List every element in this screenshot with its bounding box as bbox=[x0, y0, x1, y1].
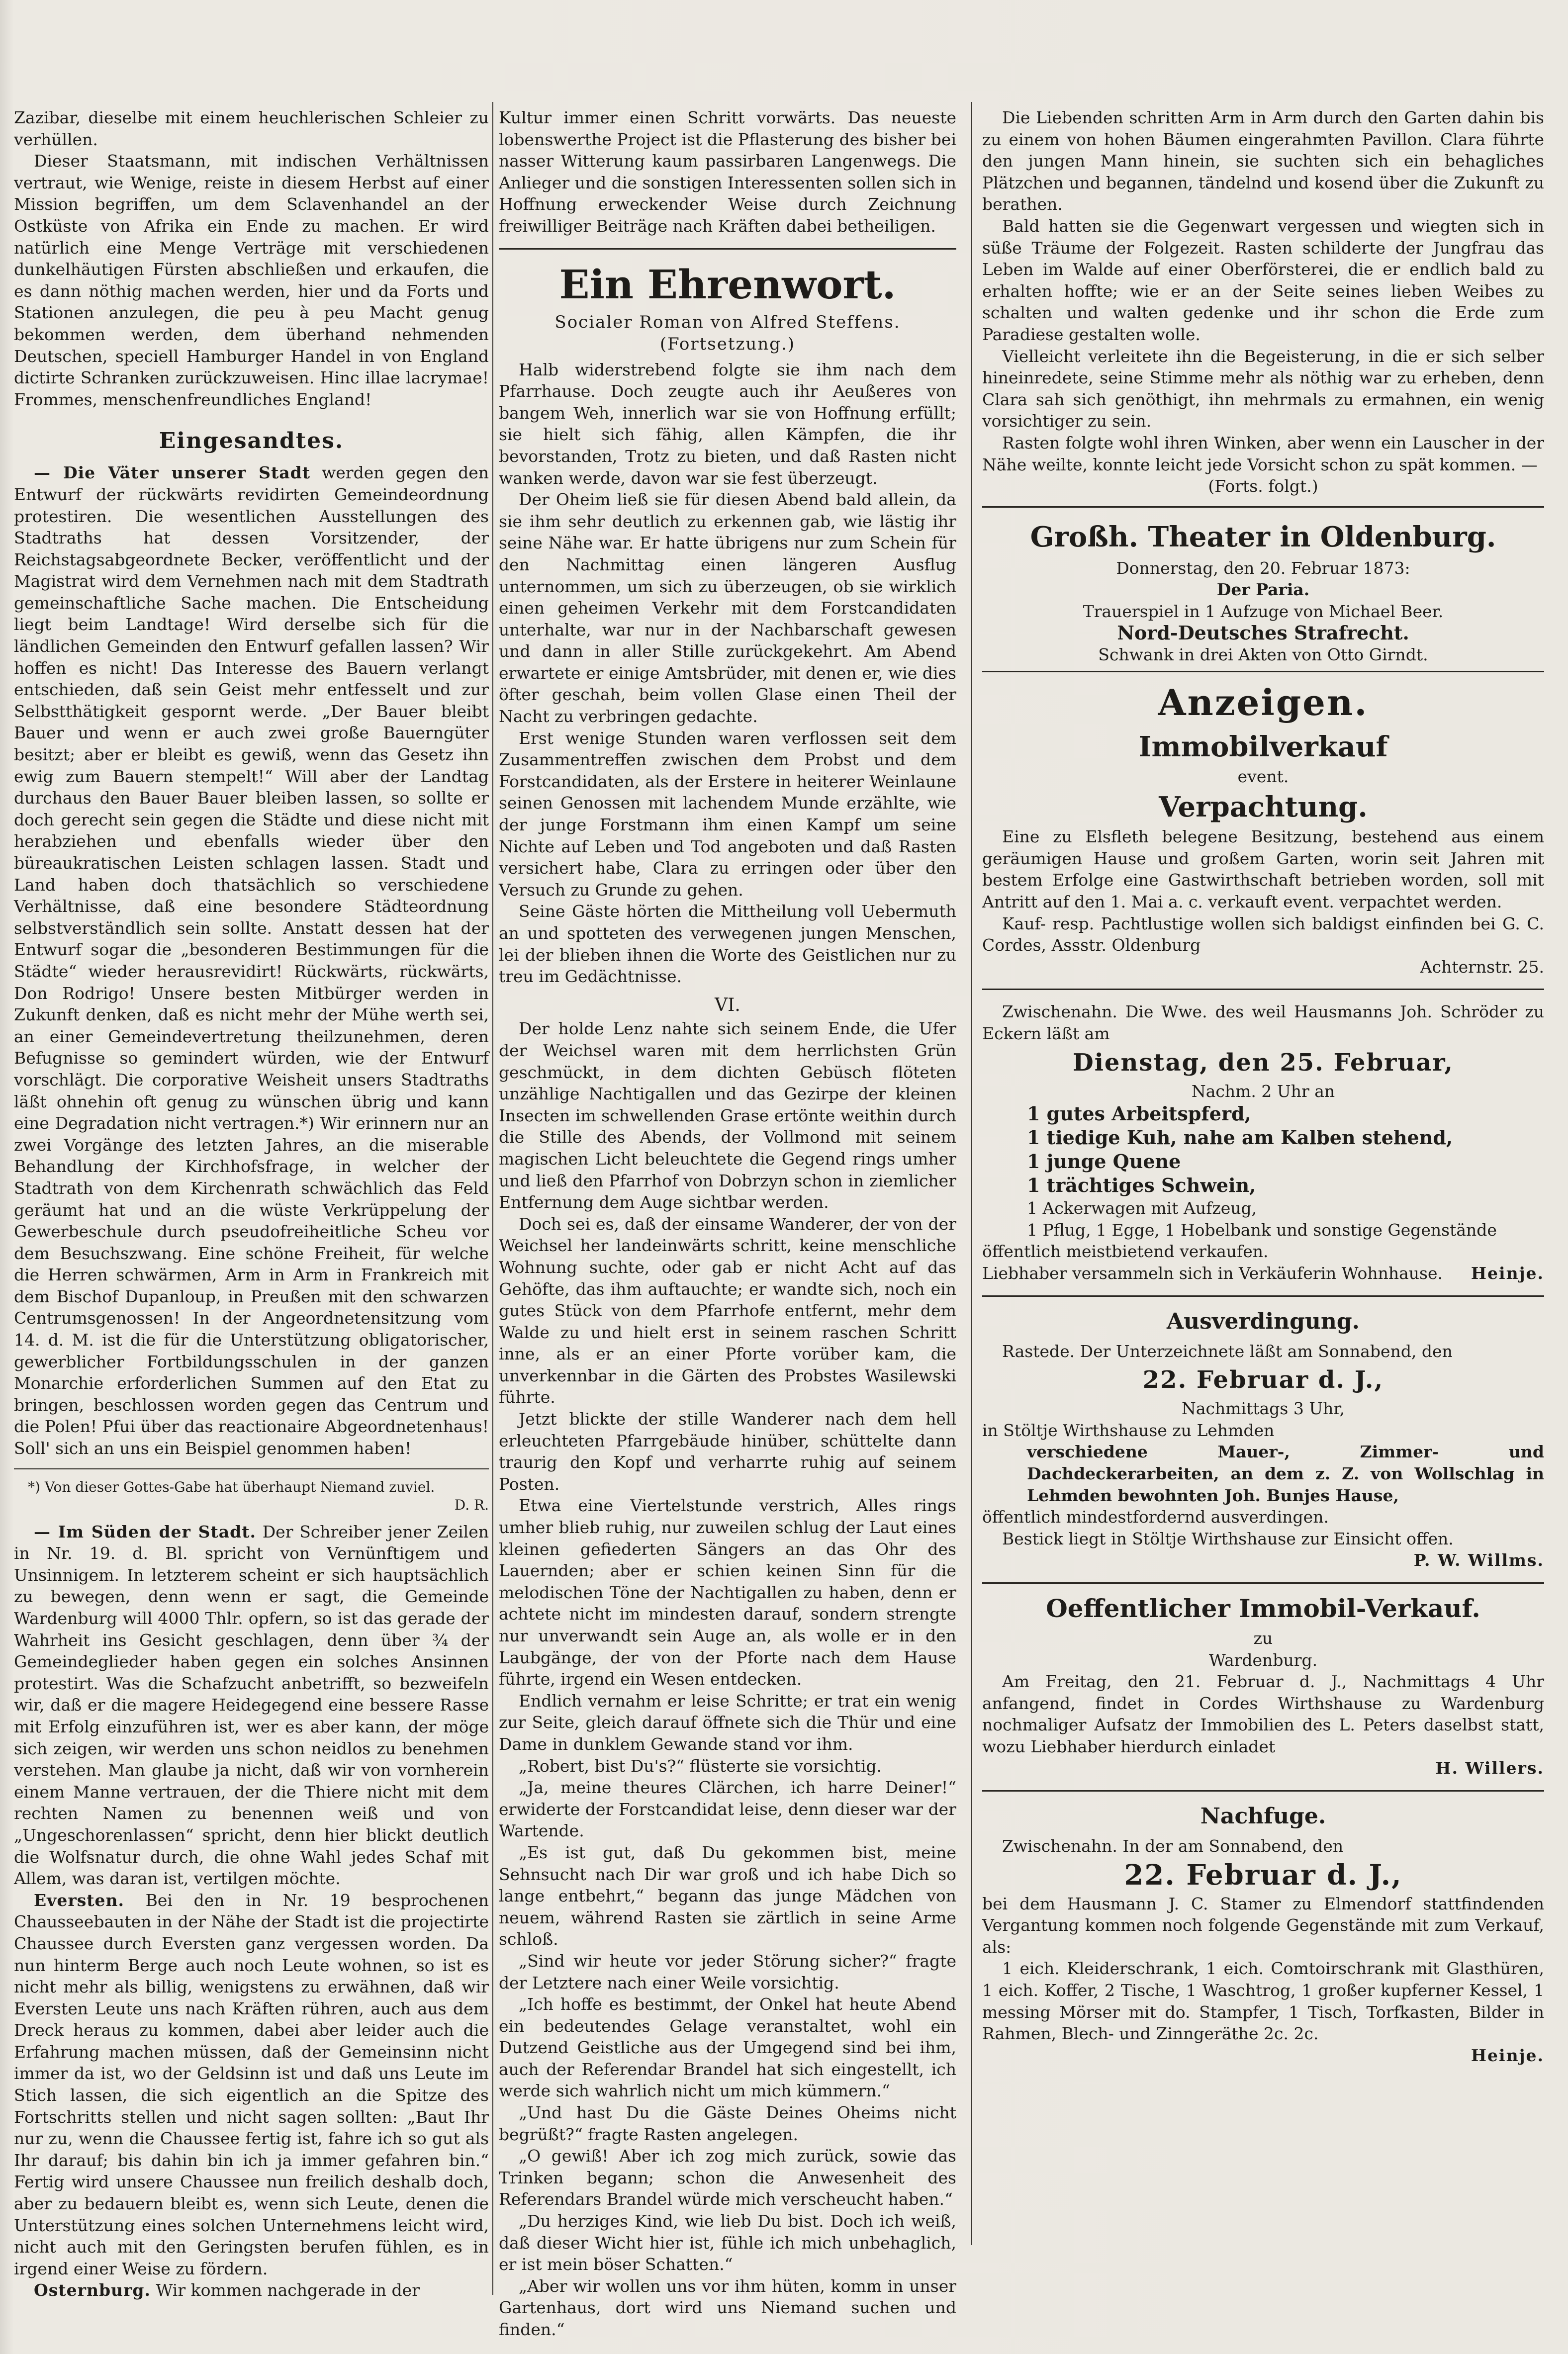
article-text: Der Schreiber jener Zeilen in Nr. 19. d. Bl. spricht von Vernünftigem und Unsinnigem. In letzterem scheint er sich hauptsächlich zu bewegen, denn wenn er sagt, die Gemeinde Wardenburg will 4000 Thlr. opfern, so ist das gerade der Wahrheit ins Gesicht geschlagen, denn über ¾ der Gemeindeglieder haben gegen ein solches Ansinnen protestirt. Was die Schafzucht anbetrifft, so bezweifeln wir, daß er die magere Heidegegend eine bessere Rasse mit Erfolg einzuführen ist, wer es aber kann, der möge sich zeigen, wir werden uns schon neidlos zu benehmen verstehen. Man glaube ja nicht, daß wir von vornherein einem Manne vertrauen, der die Thiere nicht mit dem rechten Namen zu benennen weiß und von „Ungeschorenlassen“ spricht, denn hier blickt deutlich die Wolfsnatur durch, die ohne Wahl jedes Schaf mit Allem, was daran ist, vertilgen möchte. bbox=[14, 1522, 489, 1889]
article-paragraph: Zazibar, dieselbe mit einem heuchlerischen Schleier zu verhüllen. bbox=[14, 108, 489, 149]
ad-intro: Rastede. Der Unterzeichnete läßt am Sonnabend, den bbox=[1002, 1341, 1453, 1361]
ad-text: Eine zu Elsfleth belegene Besitzung, bestehend aus einem geräumigen Hause und großem Garten, worin seit Jahren mit bestem Erfolge eine Gastwirthschaft betrieben worden, soll mit Antritt auf den 1. Mai a. c. verkauft event. verpachtet werden. bbox=[982, 827, 1544, 912]
novel-paragraph: Rasten folgte wohl ihren Winken, aber wenn ein Lauscher in der Nähe weilte, konnte leicht jede Vorsicht schon zu spät kommen. — bbox=[982, 433, 1544, 474]
novel-paragraph: Jetzt blickte der stille Wanderer nach dem hell erleuchteten Pfarrgebäude hinüber, schüttelte dann traurig den Kopf und verharrte ruhig auf seinem Posten. bbox=[499, 1409, 956, 1494]
ad-item: 1 gutes Arbeitspferd, bbox=[1027, 1102, 1251, 1125]
ad-item: 1 trächtiges Schwein, bbox=[1027, 1174, 1256, 1197]
section-divider bbox=[499, 248, 956, 250]
novel-paragraph: Seine Gäste hörten die Mittheilung voll Uebermuth an und spotteten des verwegenen jungen Menschen, lei der blieben ihnen die Worte des Geistlichen nur zu treu im Gedächtnisse. bbox=[499, 902, 956, 987]
ad-signature: Heinje. bbox=[1471, 1263, 1544, 1283]
ad-signature: P. W. Willms. bbox=[1413, 1550, 1544, 1570]
theater-play: Nord-Deutsches Strafrecht. bbox=[1117, 622, 1409, 644]
column-left bbox=[14, 107, 489, 2301]
footnote-sign: D. R. bbox=[454, 1496, 489, 1513]
ad-zu: zu bbox=[1253, 1628, 1273, 1648]
novel-paragraph: Der Oheim ließ sie für diesen Abend bald allein, da sie ihm sehr deutlich zu erkennen gab, wie lästig ihr seine Nähe war. Er hatte übrigens nur zum Schein für den Nachmittag einen längeren Ausflug unternommen, um sich zu überzeugen, ob sie wirklich einen geheimen Verkehr mit dem Forstcandidaten unterhalte, war nur in der Nachbarschaft gewesen und dann in aller Stille zurückgekehrt. Am Abend erwartete er einige Amtsbrüder, mit denen er, wie dies öfter geschah, beim vollen Glase einen Theil der Nacht zu verbringen gedachte. bbox=[499, 490, 956, 726]
article-lead: — Die Väter unserer Stadt bbox=[34, 463, 310, 483]
ad-date: Dienstag, den 25. Februar, bbox=[1073, 1048, 1454, 1077]
footnote-divider bbox=[14, 1468, 489, 1469]
ad-address: Achternstr. 25. bbox=[1420, 957, 1544, 977]
ad-text: Am Freitag, den 21. Februar d. J., Nachmittags 4 Uhr anfangend, findet in Cordes Wirthshause zu Wardenburg nochmaliger Aufsatz der Immobilien des L. Peters daselbst statt, wozu Liebhaber hierdurch einladet bbox=[982, 1672, 1544, 1756]
theater-play: Der Paria. bbox=[1216, 580, 1310, 600]
ad-date: 22. Februar d. J., bbox=[1124, 1858, 1402, 1892]
column-right bbox=[982, 107, 1544, 2066]
ad-title: Verpachtung. bbox=[1159, 791, 1368, 824]
chapter-number: VI. bbox=[715, 995, 740, 1015]
ad-divider bbox=[982, 1582, 1544, 1584]
novel-paragraph: Etwa eine Viertelstunde verstrich, Alles rings umher blieb ruhig, nur zuweilen schlug der Laut eines kleinen gefiederten Sängers an das Ohr des Lauernden; aber er schien keinen Sinn für die melodischen Töne der Nachtigallen zu haben, denn er achtete nicht im mindesten darauf, sondern strengte nur unverwandt sein Auge an, als wolle er in den Laubgänge, der von der Pforte nach dem Hause führte, irgend ein Wesen entdecken. bbox=[499, 1496, 956, 1689]
ad-time: Nachmittags 3 Uhr, bbox=[1181, 1399, 1345, 1419]
novel-paragraph: „Ja, meine theures Clärchen, ich harre Deiner!“ erwiderte der Forstcandidat leise, denn dieser war der Wartende. bbox=[499, 1778, 956, 1841]
ad-text: Kauf- resp. Pachtlustige wollen sich baldigst einfinden bei G. C. Cordes, Assstr. Oldenburg bbox=[982, 913, 1544, 955]
ad-text: öffentlich meistbietend verkaufen. bbox=[982, 1242, 1269, 1262]
novel-paragraph: „Es ist gut, daß Du gekommen bist, meine Sehnsucht nach Dir war groß und ich habe Dich so lange entbehrt,“ begann das junge Mädchen von neuem, während Rasten sie zärtlich in seine Arme schloß. bbox=[499, 1842, 956, 1949]
column-divider bbox=[971, 102, 972, 2245]
ad-item: 1 Ackerwagen mit Aufzeug, bbox=[1027, 1198, 1257, 1218]
ad-text: öffentlich mindestfordernd ausverdingen. bbox=[982, 1507, 1329, 1527]
article-lead: Eversten. bbox=[34, 1890, 125, 1910]
ad-divider bbox=[982, 1295, 1544, 1297]
article-sueden bbox=[14, 1521, 489, 1890]
ad-place: in Stöltje Wirthshause zu Lehmden bbox=[982, 1420, 1275, 1440]
theater-play-desc: Trauerspiel in 1 Aufzuge von Michael Beer. bbox=[1083, 601, 1444, 621]
ad-auction-zwischenahn bbox=[982, 1001, 1544, 1284]
ad-divider bbox=[982, 1790, 1544, 1792]
article-vaeter bbox=[14, 462, 489, 1459]
novel-paragraph: Halb widerstrebend folgte sie ihm nach dem Pfarrhause. Doch zeugte auch ihr Aeußeres von bangem Weh, innerlich war sie von Hoffnung erfüllt; sie hielt sich fähig, allen Kämpfen, die ihr bevorstanden, Trotz zu bieten, und daß Rasten nicht wanken werde, davon war sie fest überzeugt. bbox=[499, 360, 956, 488]
theater-notice bbox=[982, 506, 1544, 672]
ad-intro: Zwischenahn. In der am Sonnabend, den bbox=[1002, 1836, 1344, 1856]
novel-paragraph: „Du herziges Kind, wie lieb Du bist. Doch ich weiß, daß dieser Wicht hier ist, fühle ich mich unbehaglich, er ist mein böser Schatten.“ bbox=[499, 2211, 956, 2274]
novel-paragraph: Vielleicht verleitete ihn die Begeisterung, in die er sich selber hineinredete, seine Stimme mehr als nöthig war zu erheben, denn Clara sah sich genöthigt, ihn mehrmals zu ermahnen, ein wenig vorsichtiger zu sein. bbox=[982, 346, 1544, 431]
ad-text: bei dem Hausmann J. C. Stamer zu Elmendorf stattfindenden Vergantung kommen noch folgende Gegenstände mit zum Verkauf, als: bbox=[982, 1894, 1544, 1957]
ad-footer bbox=[982, 1263, 1544, 1284]
ad-title: Oeffentlicher Immobil-Verkauf. bbox=[1046, 1593, 1480, 1623]
novel-continuation: (Fortsetzung.) bbox=[659, 334, 796, 354]
footnote: *) Von dieser Gottes-Gabe hat überhaupt Niemand zuviel. bbox=[28, 1478, 435, 1495]
ad-time: Nachm. 2 Uhr an bbox=[1191, 1081, 1335, 1101]
ad-text: 1 eich. Kleiderschrank, 1 eich. Comtoirschrank mit Glasthüren, 1 eich. Koffer, 2 Tische, 1 Waschtrog, 1 großer kupferner Kessel, 1 messing Mörser mit do. Stampfer, 1 Tisch, Torfkasten, Bilder in Rahmen, Blech- und Zinngeräthe 2c. 2c. bbox=[982, 1959, 1544, 2044]
ad-signature: Heinje. bbox=[1471, 2045, 1544, 2065]
ad-title: Nachfuge. bbox=[1200, 1804, 1326, 1829]
article-lead: Osternburg. bbox=[34, 2280, 151, 2300]
article-text: Wir kommen nachgerade in der bbox=[156, 2280, 420, 2300]
ad-place: Wardenburg. bbox=[1208, 1650, 1318, 1670]
ad-work: verschiedene Mauer-, Zimmer- und Dachdeckerarbeiten, an dem z. Z. von Wollschlag in Lehmden bewohnten Joh. Bunjes Hause, bbox=[1027, 1442, 1544, 1505]
novel-paragraph: „Ich hoffe es bestimmt, der Onkel hat heute Abend ein bedeutendes Gelage veranstaltet, wohl ein Dutzend Geistliche aus der Umgegend sind bei ihm, auch der Referendar Brandel hat sich eingestellt, ich werde sich wahrlich nicht um mich kümmern.“ bbox=[499, 1994, 956, 2101]
theater-title: Großh. Theater in Oldenburg. bbox=[1030, 520, 1496, 553]
ads-heading: Anzeigen. bbox=[1158, 681, 1369, 724]
ad-nachfuge bbox=[982, 1803, 1544, 2066]
ad-immobilverkauf bbox=[982, 730, 1544, 978]
novel-paragraph: „Sind wir heute vor jeder Störung sicher?“ fragte der Letztere nach einer Weile vorsichtig. bbox=[499, 1951, 956, 1992]
ad-item: 1 junge Quene bbox=[1027, 1150, 1181, 1173]
ad-divider bbox=[982, 989, 1544, 990]
article-text: Bei den in Nr. 19 besprochenen Chausseebauten in der Nähe der Stadt ist die projectirte Chaussee durch Eversten ganz vergessen worden. Da nun hinterm Berge auch noch Leute wohnen, so ist es nicht mehr als billig, wenigstens zu erwähnen, daß wir Eversten Leute uns nach Kräften rühren, auch aus dem Dreck heraus zu kommen, dabei aber leider auch die Erfahrung machen müssen, daß der Gemeinsinn nicht immer da ist, wo der Geldsinn ist und daß uns Leute im Stich lassen, die sich eigentlich an die Spitze des Fortschritts stellen und nicht sagen sollten: „Baut Ihr nur zu, wenn die Chaussee fertig ist, fahre ich so gut als Ihr darauf; bis dahin bin ich ja immer gefahren bin.“ Fertig wird unsere Chaussee nun freilich deshalb doch, aber zu bedauern bleibt es, wenn sich Leute, denen die Unterstützung eines solchen Unternehmens leicht wird, nicht auch mit den Geringsten berufen fühlen, es in irgend einer Weise zu fördern. bbox=[14, 1890, 489, 2278]
column-divider bbox=[492, 102, 493, 2295]
ad-title: Immobilverkauf bbox=[1138, 730, 1388, 763]
novel-paragraph: Der holde Lenz nahte sich seinem Ende, die Ufer der Weichsel waren mit dem herrlichsten Grün geschmückt, in dem dichten Gebüsch flöteten unzählige Nachtigallen und das Gezirpe der kleinen Insecten im schwellenden Grase ertönte weithin durch die Stille des Abends, der Vollmond mit seinem magischen Licht beleuchtete die Gegend rings umher und ließ den Pfarrhof von Dobrzyn schon in ziemlicher Entfernung dem Auge sichtbar werden. bbox=[499, 1019, 956, 1212]
article-paragraph: Dieser Staatsmann, mit indischen Verhältnissen vertraut, wie Wenige, reiste in diesem Herbst auf einer Mission begriffen, um dem Sclavenhandel an der Ostküste von Afrika ein Ende zu machen. Er wird natürlich eine Menge Verträge mit verschiedenen dunkelhäutigen Fürsten abschließen und erkaufen, die es dann nöthig machen werden, hier und da Forts und Stationen anzulegen, die peu à peu Macht genug bekommen werden, dem überhand nehmenden Deutschen, speciell Hamburger Handel in von England dictirte Schranken zurückzuweisen. Hinc illae lacrymae! Frommes, menschenfreundliches England! bbox=[14, 151, 489, 409]
novel-paragraph: Doch sei es, daß der einsame Wanderer, der von der Weichsel her landeinwärts schritt, keine menschliche Wohnung suchte, oder gab er nicht Acht auf das Gehöfte, das ihm auftauchte; er wandte sich, noch ein gutes Stück von dem Pfarrhofe entfernt, mehr dem Walde zu und hielt erst in seinem raschen Schritt inne, als er an einer Pforte vorüber kam, die unverkennbar in die Gärten des Probstes Wasilewski führte. bbox=[499, 1214, 956, 1407]
ad-ausverdingung bbox=[982, 1308, 1544, 1571]
ad-intro: Zwischenahn. Die Wwe. des weil Hausmanns Joh. Schröder zu Eckern läßt am bbox=[982, 1002, 1544, 1043]
novel-paragraph: Bald hatten sie die Gegenwart vergessen und wiegten sich in süße Träume der Folgezeit. Rasten schilderte der Jungfrau das Leben im Walde auf einer Oberförsterei, die er endlich bald zu erhalten hoffte; wie er an der Seite seines lieben Weibes zu schalten und walten gedenke und ihr schon die Erde zum Paradiese gestalten wolle. bbox=[982, 216, 1544, 344]
novel-subtitle: Socialer Roman von Alfred Steffens. bbox=[554, 312, 901, 332]
column-middle bbox=[499, 107, 956, 2341]
ad-item: 1 Pflug, 1 Egge, 1 Hobelbank und sonstige Gegenstände bbox=[1027, 1220, 1497, 1240]
article-lead: — Im Süden der Stadt. bbox=[34, 1522, 256, 1541]
article-paragraph: Kultur immer einen Schritt vorwärts. Das neueste lobenswerthe Project ist die Pflasterung des bisher bei nasser Witterung kaum passirbaren Langenwegs. Die Anlieger und die sonstigen Interessenten sollen sich in Hoffnung erweckender Weise durch Zeichnung freiwilliger Beiträge nach Kräften dabei betheiligen. bbox=[499, 108, 956, 236]
ad-oeffentlicher-verkauf bbox=[982, 1595, 1544, 1779]
article-osternburg bbox=[14, 2279, 489, 2301]
ad-item: 1 tiedige Kuh, nahe am Kalben stehend, bbox=[1027, 1126, 1453, 1149]
article-text: werden gegen den Entwurf der rückwärts revidirten Gemeindeordnung protestiren. Die wesentlichen Ausstellungen des Stadtraths hat dessen Vorsitzender, der Reichstagsabgeordnete Becker, veröffentlicht und der Magistrat wird dem Vernehmen nach mit dem Stadtrath gemeinschaftliche Sache machen. Die Entscheidung liegt beim Landtage! Wird derselbe sich für die ländlichen Gemeinden den Entwurf gefallen lassen? Wir hoffen es nicht! Das Interesse des Bauern verlangt entschieden, daß sein Geist mehr entfesselt und zur Selbstthätigkeit gespornt werde. „Der Bauer bleibt Bauer und wenn er auch zwei große Bauerngüter besitzt; aber er bleibt es gewiß, wenn das Gesetz ihn ewig zum Bauern stempelt!“ Will aber der Landtag durchaus den Bauer Bauer bleiben lassen, so sollte er doch gerecht sein gegen die Städte und diese nicht mit herabziehen und ebenfalls wieder über den büreaukratischen Leisten schlagen lassen. Stadt und Land haben doch thatsächlich so verschiedene Verhältnisse, daß eine besondere Städteordnung selbstverständlich sein sollte. Anstatt dessen hat der Entwurf sogar die „besonderen Bestimmungen für die Städte“ wieder herausrevidirt! Rückwärts, rückwärts, Don Rodrigo! Unsere besten Mitbürger werden in Zukunft denken, daß es nicht mehr der Mühe werth sei, an einer Gemeindevertretung theilzunehmen, deren Befugnisse so gemindert würden, wie der Entwurf vorschlägt. Die corporative Weisheit unsers Stadtraths läßt ohnehin oft genug zu wünschen übrig und kann eine Degradation nicht vertragen.*) Wir erinnern nur an zwei Vorgänge des letzten Jahres, an die miserable Behandlung der Kirchhofsfrage, in welcher der Stadtrath von dem Kirchenrath schwächlich das Feld geräumt hat und an die wüste Verkrüppelung der Gewerbeschule durch pseudofreiheitliche Scheu vor dem Besuchszwang. Eine schöne Freiheit, für welche die Herren schwärmen, Arm in Arm in Frankreich mit dem Bischof Dupanloup, in Preußen mit den schwarzen Centrumsgenossen! In der Angeordnetensitzung vom 14. d. M. ist die für die Unterstützung obligatorischer, gewerblicher Fortbildungsschulen in der ganzen Monarchie erforderlichen Summen auf den Etat zu bringen, beschlossen worden gegen das Centrum und die Polen! Pfui über das reactionaire Abgeordnetenhaus! Soll' sich an uns ein Beispiel genommen haben! bbox=[14, 463, 489, 1458]
ad-subtitle: event. bbox=[1237, 766, 1289, 786]
novel-paragraph: „Und hast Du die Gäste Deines Oheims nicht begrüßt?“ fragte Rasten angelegen. bbox=[499, 2103, 956, 2144]
continuation-note: (Forts. folgt.) bbox=[1208, 476, 1318, 496]
ad-text: Liebhaber versammeln sich in Verkäuferin Wohnhause. bbox=[982, 1263, 1443, 1283]
novel-paragraph: Endlich vernahm er leise Schritte; er trat ein wenig zur Seite, gleich darauf öffnete sich die Thür und eine Dame in dunklem Gewande stand vor ihm. bbox=[499, 1691, 956, 1754]
article-eversten bbox=[14, 1890, 489, 2280]
ad-title: Ausverdingung. bbox=[1167, 1308, 1360, 1334]
ad-text: Bestick liegt in Stöltje Wirthshause zur Einsicht offen. bbox=[1002, 1529, 1454, 1548]
novel-paragraph: „Aber wir wollen uns vor ihm hüten, komm in unser Gartenhaus, dort wird uns Niemand suchen und finden.“ bbox=[499, 2276, 956, 2339]
novel-paragraph: Erst wenige Stunden waren verflossen seit dem Zusammentreffen zwischen dem Probst und dem Forstcandidaten, als der Erstere in heiterer Weinlaune seinen Genossen mit lachendem Munde erzählte, wie der junge Forstmann ihm einen Kampf um seine Nichte auf Leben und Tod angeboten und daß Rasten versichert habe, Clara zu erringen oder über den Versuch zu Grunde zu gehen. bbox=[499, 728, 956, 900]
ad-signature: H. Willers. bbox=[1435, 1758, 1544, 1778]
novel-paragraph: „O gewiß! Aber ich zog mich zurück, sowie das Trinken begann; schon die Anwesenheit des Referendars Brandel würde mich verscheucht haben.“ bbox=[499, 2146, 956, 2209]
novel-title: Ein Ehrenwort. bbox=[559, 261, 896, 308]
novel-paragraph: Die Liebenden schritten Arm in Arm durch den Garten dahin bis zu einem von hohen Bäumen eingerahmten Pavillon. Clara führte den jungen Mann hinein, sie suchten sich ein behagliches Plätzchen und begannen, tändelnd und kosend über die Zukunft zu berathen. bbox=[982, 108, 1544, 214]
theater-play-desc: Schwank in drei Akten von Otto Girndt. bbox=[1098, 645, 1428, 665]
section-heading: Eingesandtes. bbox=[159, 428, 344, 454]
novel-paragraph: „Robert, bist Du's?“ flüsterte sie vorsichtig. bbox=[519, 1756, 882, 1776]
theater-date: Donnerstag, den 20. Februar 1873: bbox=[1116, 558, 1410, 578]
ad-date: 22. Februar d. J., bbox=[1142, 1366, 1384, 1394]
